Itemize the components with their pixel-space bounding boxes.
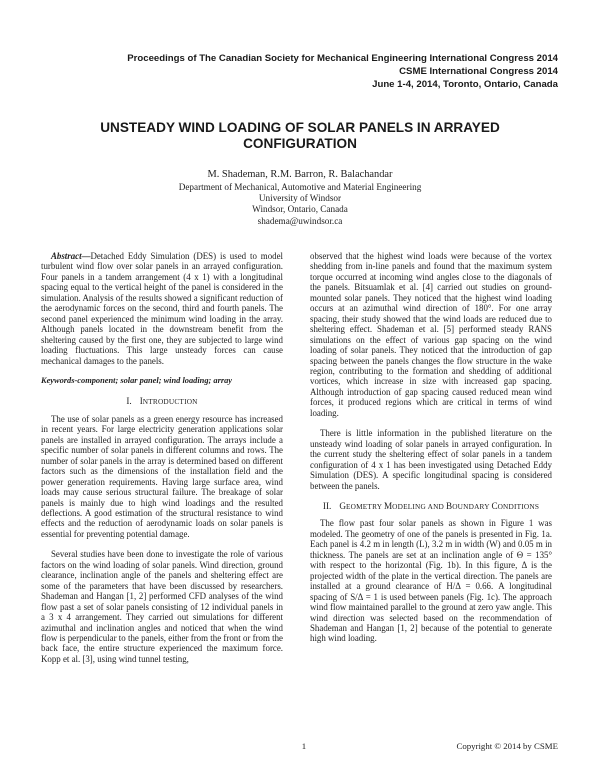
conference-line-3: June 1-4, 2014, Toronto, Ontario, Canada [372, 79, 558, 90]
section-2-initial-g: G [339, 500, 346, 511]
right-column [310, 251, 552, 644]
conference-line-1: Proceedings of The Canadian Society for Mechanical Engineering International Congress 2014 [127, 53, 558, 64]
conference-header [38, 52, 558, 91]
affiliation [60, 182, 540, 227]
section-1-title-rest: NTRODUCTION [142, 397, 198, 407]
keywords: Keywords-component; solar panel; wind loading; array [41, 375, 233, 385]
intro-paragraph-3: There is little information in the published literature on the unsteady wind loading of solar panels in arrayed configuration. In the current study the sheltering effect of solar panels in a tandem configuration of 4 x 1 has been investigated using Detached Eddy Simulation (DES). A specific longitudinal spacing is considered between the panels. [310, 428, 552, 491]
section-2-number: II. [322, 500, 332, 511]
intro-paragraph-1: The use of solar panels as a green energy resource has increased in recent years. For large electricity generation applications solar panels are installed in arrayed configuration. The arrays include a specific number of solar panels in different columns and rows. The number of solar panels in the array is determined based on different factors such as the dimensions of the installation field and the power generation requirements. Having large surface area, wind loads may cause serious structural failure. The breakage of solar panels is mainly due to high wind loadings and the resulted deflections. A good estimation of the structural resistance to wind effects and the reduction of aerodynamic loads on solar panels is essential for preventing potential damage. [41, 413, 283, 539]
section-1-heading [41, 396, 283, 407]
paper-title: UNSTEADY WIND LOADING OF SOLAR PANELS IN ARRAYED CONFIGURATION [100, 120, 500, 151]
geometry-paragraph-1: The flow past four solar panels as shown in Figure 1 was modeled. The geometry of one of the panels is presented in Fig. 1a. Each panel is 4.2 m in length (L), 3.2 m in width (W) and 0.05 m in thickness. The panels are set at an inclination angle of Θ = 135° with respect to the horizontal (Fig. 1b). In this figure, Δ is the projected width of the plate in the vertical direction. The panels are installed at a ground clearance of H/Δ = 0.66. A longitudinal spacing of S/Δ = 1 is used between panels (Fig. 1c). The approach wind flow maintained parallel to the ground at zero yaw angle. This wind direction was selected based on the recommendation of Shademan and Hangan [1, 2] because of the potential to generate high wind loading. [310, 518, 552, 644]
section-2-rest-b: OUNDARY [452, 501, 492, 511]
page-number: 1 [301, 741, 307, 751]
section-2-initial-c: C [491, 500, 498, 511]
section-2-heading [310, 501, 552, 512]
section-2-initial-m: M [383, 500, 393, 511]
section-1-number: I. [126, 396, 132, 407]
section-2-rest-g: EOMETRY [345, 501, 384, 511]
abstract-label: Abstract— [51, 251, 91, 261]
left-column [41, 251, 283, 664]
copyright-notice: Copyright © 2014 by CSME [456, 741, 558, 751]
affiliation-university: University of Windsor [258, 193, 342, 204]
affiliation-city: Windsor, Ontario, Canada [252, 204, 348, 215]
affiliation-department: Department of Mechanical, Automotive and Material Engineering [178, 182, 422, 192]
conference-line-2: CSME International Congress 2014 [399, 66, 558, 77]
abstract-paragraph [41, 251, 283, 366]
section-2-initial-b: B [446, 500, 453, 511]
intro-paragraph-2-continued: observed that the highest wind loads were because of the vortex shedding from in-line panels and found that the maximum system torque occurred at incoming wind angles close to the diagonals of the panels. Bitsuamlak et al. [4] carried out studies on ground-mounted solar panels. They noticed that the highest wind loading occurs at an azimuthal wind direction of 180°. For one array spacing, their study showed that the wind loads are reduced due to sheltering effect. Shademan et al. [5] performed steady RANS simulations on the effect of various gap spacing on the wind loading of solar panels. They noticed that the introduction of gap spacing between the panels changes the flow structure in the wake region, contributing to the formation and shedding of additional vortices, which increase in size with increased gap spacing. Although introduction of gap spacing caused reduced mean wind forces, it produced regions which are critical in terms of wind loading. [310, 251, 552, 418]
intro-paragraph-2: Several studies have been done to investigate the role of various factors on the wind loading of solar panels. Wind direction, ground clearance, inclination angle of the panels and sheltering effect are some of the parameters that have been discussed by researchers. Shademan and Hangan [1, 2] performed CFD analyses of the wind flow past a set of solar panels consisting of 12 individual panels in a 3 x 4 arrangement. They carried out simulations for different azimuthal and inclination angles and noticed that when the wind flow is perpendicular to the panels, either from the front or from the back face, the entire structure experienced the maximum force. Kopp et al. [3], using wind tunnel testing, [41, 549, 283, 664]
section-1-initial: I [139, 396, 143, 407]
affiliation-email: shadema@uwindsor.ca [257, 215, 343, 226]
section-2-rest-m: ODELING AND [392, 501, 447, 511]
section-2-rest-c: ONDITIONS [497, 501, 540, 511]
abstract-text: Detached Eddy Simulation (DES) is used to model turbulent wind flow over solar panels in an arrayed configuration. Four panels in a tandem arrangement (4 x 1) with a longitudinal spacing equal to the vertical height of the panel is considered in the simulation. Analysis of the results showed a significant reduction of the aerodynamic forces on the second, third and fourth panels. The second panel experienced the minimum wind loading in the array. Although panels located in the downstream benefit from the sheltering caused by the first one, they are subjected to large wind loading fluctuations. This large unsteady forces can cause mechanical damages to the panels. [41, 251, 283, 366]
author-list: M. Shademan, R.M. Barron, R. Balachandar [207, 169, 393, 180]
